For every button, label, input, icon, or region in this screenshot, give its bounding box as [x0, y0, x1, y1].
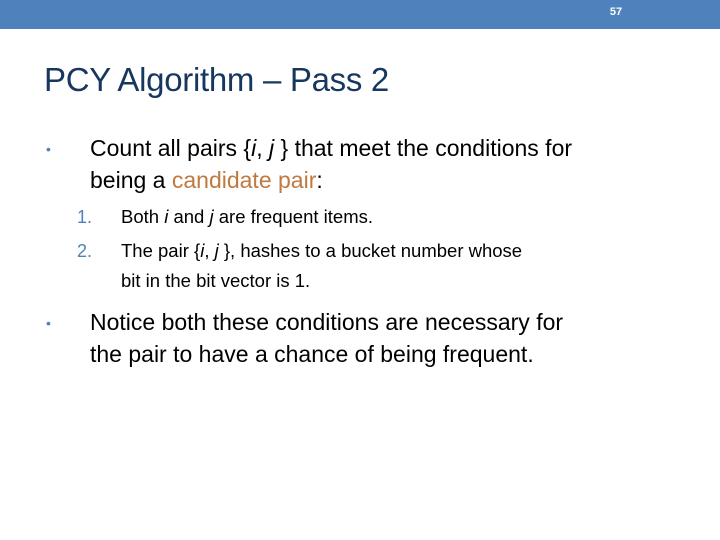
bullet-dot: • [46, 315, 51, 331]
subitem-1-text: Both i and j are frequent items. [121, 206, 373, 227]
bullet-1-line-1: Count all pairs {i, j } that meet the conditions for [90, 135, 573, 161]
slide-title: PCY Algorithm – Pass 2 [44, 61, 389, 98]
bullet-2-line-1: Notice both these conditions are necessary for [90, 309, 564, 335]
subitem-2-line-1: The pair {i, j }, hashes to a bucket number whose [121, 240, 523, 261]
bullet-2-line-2: the pair to have a chance of being frequent. [90, 341, 534, 367]
subitem-2-line-2: bit in the bit vector is 1. [121, 270, 311, 291]
candidate-pair-highlight: candidate pair [171, 167, 317, 193]
header-bar [0, 0, 720, 29]
bullet-1-line-2: being a candidate pair: [90, 167, 323, 193]
slide-number: 57 [609, 6, 623, 18]
subitem-number: 2. [76, 241, 92, 261]
bullet-dot: • [46, 141, 51, 157]
subitem-number: 1. [76, 207, 92, 227]
